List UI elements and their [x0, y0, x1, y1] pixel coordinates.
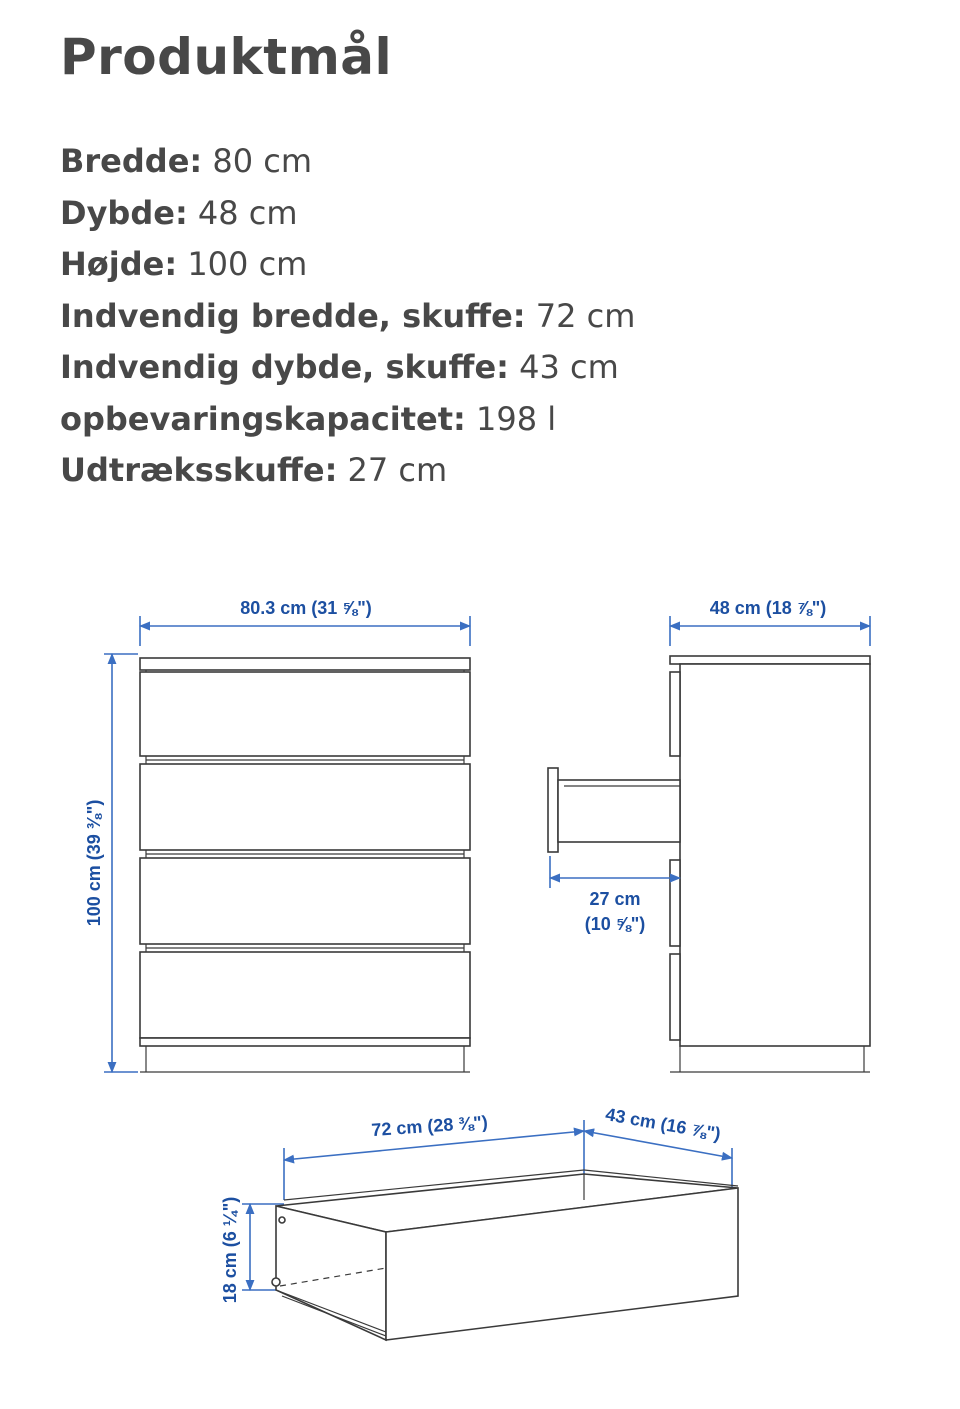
side-drawer-front-1	[670, 672, 680, 756]
spec-value: 100 cm	[187, 245, 308, 283]
spec-value: 27 cm	[347, 451, 448, 489]
side-open-drawer-box	[558, 780, 680, 842]
front-drawer-4	[140, 952, 470, 1038]
spec-drawer-inner-width	[60, 291, 635, 343]
spec-width	[60, 136, 635, 188]
side-view	[548, 598, 870, 1072]
side-open-drawer-front	[548, 768, 558, 852]
side-drawer-front-4	[670, 954, 680, 1040]
side-depth-label: 48 cm (18 ⅞")	[709, 598, 827, 618]
extension-value-label: 27 cm	[589, 889, 641, 909]
spec-value: 80 cm	[212, 142, 313, 180]
page-title: Produktmål	[60, 28, 393, 86]
side-body	[680, 664, 870, 1046]
spec-storage-capacity	[60, 394, 635, 446]
front-drawer-2	[140, 764, 470, 850]
spec-label: Bredde:	[60, 142, 203, 180]
spec-label: opbevaringskapacitet:	[60, 399, 466, 438]
front-top-panel	[140, 658, 470, 670]
spec-label: Udtræksskuffe:	[60, 451, 338, 489]
spec-value: 43 cm	[519, 348, 619, 386]
front-plinth	[140, 1038, 470, 1046]
spec-drawer-extension	[60, 445, 635, 497]
front-width-label: 80.3 cm (31 ⅝")	[240, 598, 372, 618]
spec-drawer-inner-depth	[60, 342, 635, 394]
drawer-runner-wheel	[272, 1278, 280, 1286]
front-drawer-3	[140, 858, 470, 944]
drawer-height-label: 18 cm (6 ¼")	[220, 1196, 240, 1304]
front-drawer-1	[140, 672, 470, 756]
front-view	[84, 598, 470, 1072]
spec-label: Indvendig dybde, skuffe:	[60, 348, 509, 386]
side-top-panel	[670, 656, 870, 664]
spec-value: 198 l	[476, 399, 557, 438]
spec-label: Højde:	[60, 245, 178, 283]
front-height-label: 100 cm (39 ⅜")	[84, 799, 104, 927]
spec-label: Dybde:	[60, 193, 188, 232]
drawer-view	[220, 1104, 738, 1340]
spec-list	[60, 136, 635, 497]
spec-value: 48 cm	[197, 193, 298, 232]
drawer-pin	[279, 1217, 285, 1223]
spec-value: 72 cm	[535, 296, 636, 335]
side-drawer-front-3	[670, 860, 680, 946]
dimension-diagram	[0, 560, 960, 1409]
spec-depth	[60, 188, 635, 240]
spec-label: Indvendig bredde, skuffe:	[60, 296, 526, 335]
drawer-width-label: 72 cm (28 ⅜")	[370, 1111, 489, 1141]
spec-height	[60, 239, 635, 291]
drawer-depth-label: 43 cm (16 ⅞")	[603, 1104, 723, 1145]
extension-inches-label: (10 ⅝")	[584, 914, 646, 934]
